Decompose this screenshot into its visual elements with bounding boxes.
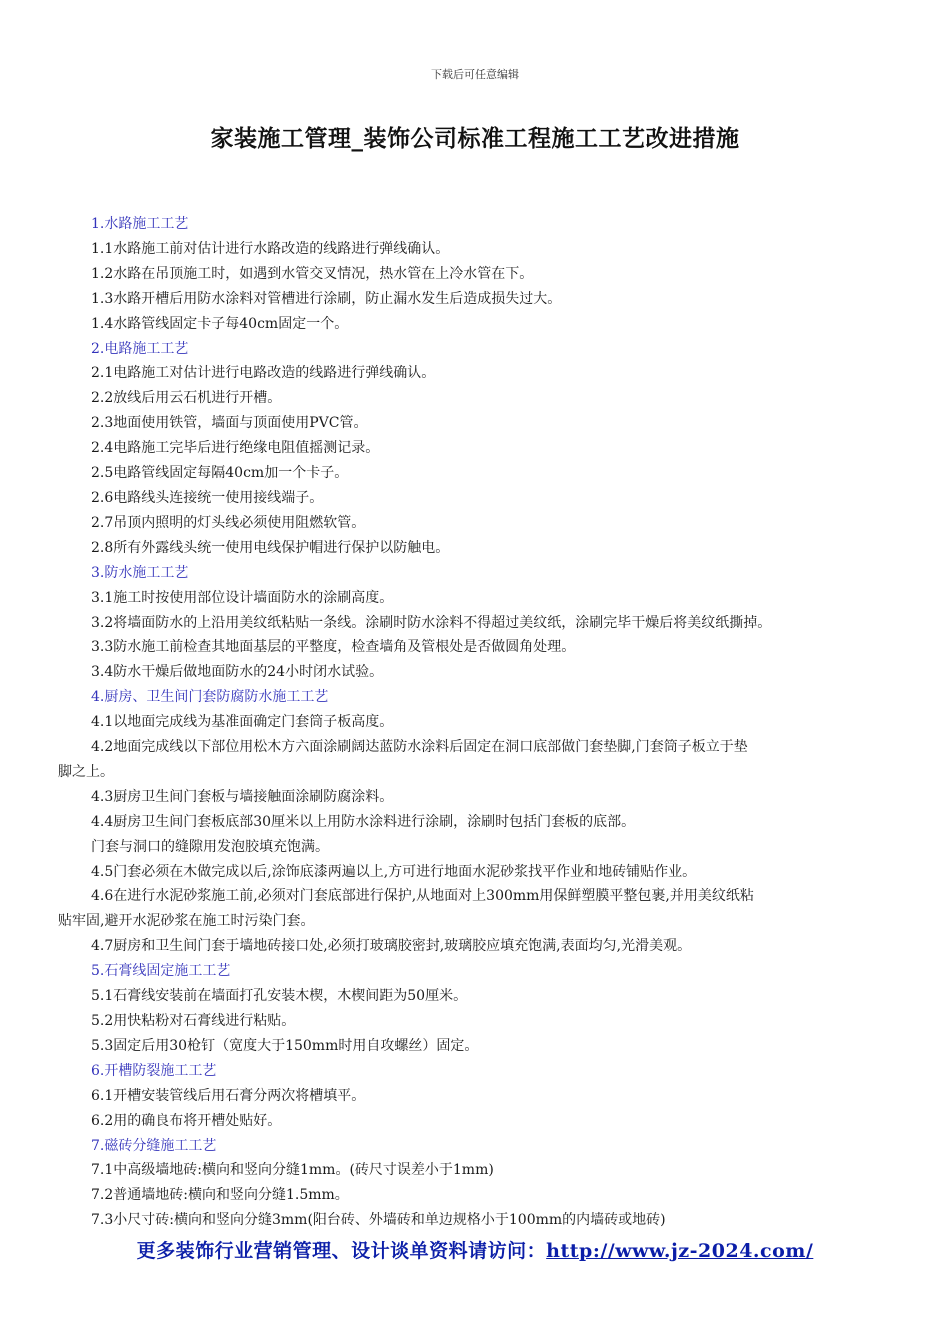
document-body	[58, 212, 908, 1233]
paragraph-line: 4.1以地面完成线为基准面确定门套筒子板高度。	[91, 714, 394, 731]
paragraph-line: 2.1电路施工对估计进行电路改造的线路进行弹线确认。	[91, 365, 436, 382]
footer-link[interactable]: http://www.jz-2024.com/	[546, 1240, 814, 1262]
paragraph-line: 2.4电路施工完毕后进行绝缘电阻值摇测记录。	[91, 440, 380, 457]
paragraph-line: 4.5门套必须在木做完成以后,涂饰底漆两遍以上,方可进行地面水泥砂浆找平作业和地砖铺贴作业。	[91, 863, 697, 880]
paragraph-line: 脚之上。	[58, 763, 114, 780]
paragraph-line: 2.7吊顶内照明的灯头线必须使用阻燃软管。	[91, 514, 366, 531]
paragraph-line: 门套与洞口的缝隙用发泡胶填充饱满。	[91, 838, 329, 855]
section-heading: 3.防水施工工艺	[91, 564, 189, 581]
paragraph-line: 4.6在进行水泥砂浆施工前,必须对门套底部进行保护,从地面对上300mm用保鲜塑膜平整包裹,并用美纹纸粘	[91, 888, 754, 905]
paragraph-line: 2.2放线后用云石机进行开槽。	[91, 390, 282, 407]
paragraph-line: 3.1施工时按使用部位设计墙面防水的涂刷高度。	[91, 589, 394, 606]
paragraph-line: 3.4防水干燥后做地面防水的24小时闭水试验。	[91, 664, 384, 681]
paragraph-line: 2.3地面使用铁管，墙面与顶面使用PVC管。	[91, 415, 368, 432]
section-heading: 4.厨房、卫生间门套防腐防水施工工艺	[91, 689, 329, 706]
section-heading: 1.水路施工工艺	[91, 216, 189, 232]
paragraph-line: 1.2水路在吊顶施工时，如遇到水管交叉情况，热水管在上冷水管在下。	[91, 265, 534, 282]
paragraph-line: 4.7厨房和卫生间门套于墙地砖接口处,必须打玻璃胶密封,玻璃胶应填充饱满,表面均匀,光滑美观。	[91, 938, 692, 955]
paragraph-line: 1.3水路开槽后用防水涂料对管槽进行涂刷，防止漏水发生后造成损失过大。	[91, 290, 562, 307]
paragraph-line: 7.1中高级墙地砖:横向和竖向分缝1mm。(砖尺寸误差小于1mm)	[91, 1162, 494, 1179]
paragraph-line: 7.2普通墙地砖:横向和竖向分缝1.5mm。	[91, 1187, 349, 1204]
paragraph-line: 1.4水路管线固定卡子每40cm固定一个。	[91, 315, 349, 332]
paragraph-line: 3.3防水施工前检查其地面基层的平整度，检查墙角及管根处是否做圆角处理。	[91, 639, 576, 656]
paragraph-line: 3.2将墙面防水的上沿用美纹纸粘贴一条线。涂刷时防水涂料不得超过美纹纸，涂刷完毕干燥后将美纹纸撕掉。	[91, 614, 772, 631]
paragraph-line: 6.2用的确良布将开槽处贴好。	[91, 1112, 282, 1129]
paragraph-line: 贴牢固,避开水泥砂浆在施工时污染门套。	[58, 913, 315, 930]
paragraph-line: 2.6电路线头连接统一使用接线端子。	[91, 489, 324, 506]
footer-prefix: 更多装饰行业营销管理、设计谈单资料请访问：	[136, 1240, 547, 1262]
paragraph-line: 4.3厨房卫生间门套板与墙接触面涂刷防腐涂料。	[91, 788, 394, 805]
header-note: 下载后可任意编辑	[431, 68, 519, 81]
section-heading: 2.电路施工工艺	[91, 340, 189, 357]
paragraph-line: 2.8所有外露线头统一使用电线保护帽进行保护以防触电。	[91, 539, 450, 556]
paragraph-line: 6.1开槽安装管线后用石膏分两次将槽填平。	[91, 1087, 366, 1104]
paragraph-line: 1.1水路施工前对估计进行水路改造的线路进行弹线确认。	[91, 240, 450, 257]
paragraph-line: 2.5电路管线固定每隔40cm加一个卡子。	[91, 465, 349, 482]
paragraph-line: 5.1石膏线安装前在墙面打孔安装木楔，木楔间距为50厘米。	[91, 988, 468, 1005]
section-heading: 7.磁砖分缝施工工艺	[91, 1137, 217, 1154]
paragraph-line: 4.2地面完成线以下部位用松木方六面涂刷阔达蓝防水涂料后固定在洞口底部做门套垫脚,门套筒子板立于垫	[91, 739, 748, 756]
section-heading: 6.开槽防裂施工工艺	[91, 1062, 217, 1079]
footer-banner	[0, 1236, 950, 1263]
paragraph-line: 4.4厨房卫生间门套板底部30厘米以上用防水涂料进行涂刷，涂刷时包括门套板的底部。	[91, 813, 636, 830]
paragraph-line: 7.3小尺寸砖:横向和竖向分缝3mm(阳台砖、外墙砖和单边规格小于100mm的内墙砖或地砖)	[91, 1212, 666, 1229]
paragraph-line: 5.2用快粘粉对石膏线进行粘贴。	[91, 1013, 296, 1029]
section-heading: 5.石膏线固定施工工艺	[91, 963, 231, 980]
paragraph-line: 5.3固定后用30枪钉（宽度大于150mm时用自攻螺丝）固定。	[91, 1037, 479, 1054]
document-title: 家装施工管理_装饰公司标准工程施工工艺改进措施	[210, 125, 740, 152]
